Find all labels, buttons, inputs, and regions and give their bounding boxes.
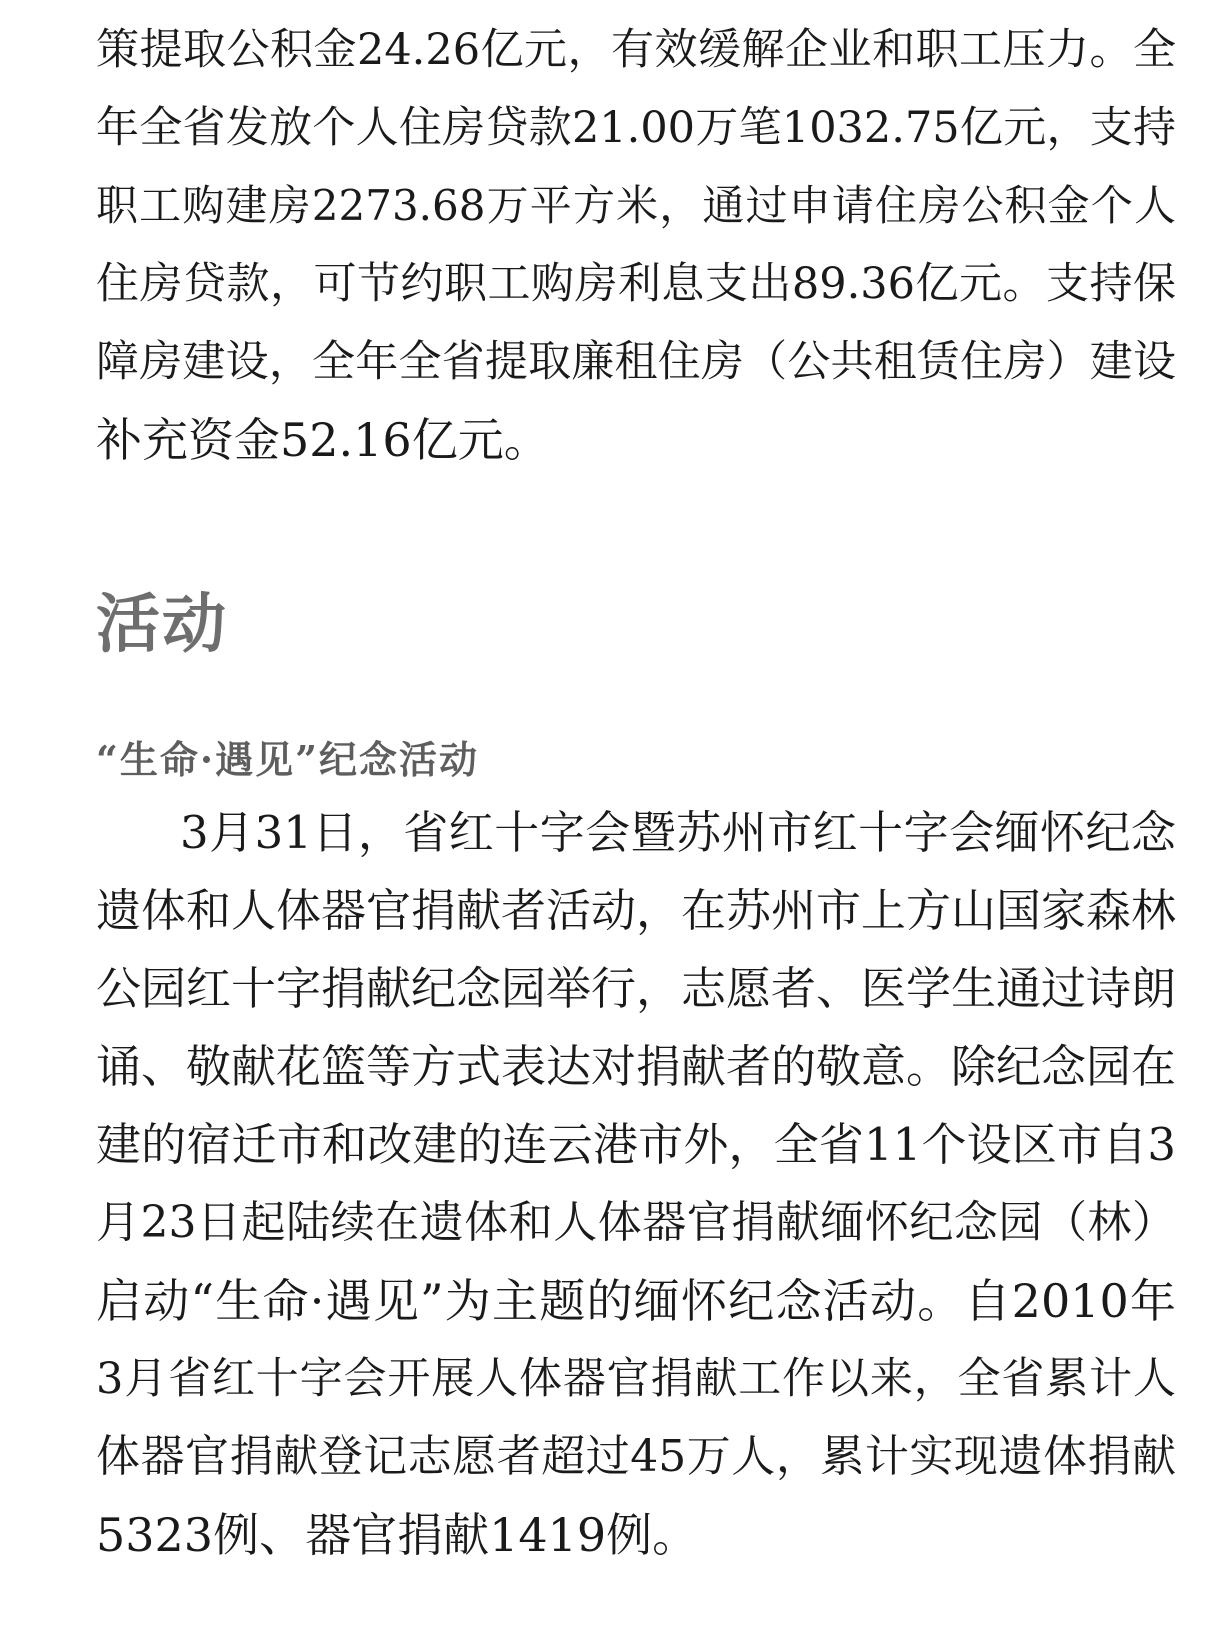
paragraph-line: 建的宿迁市和改建的连云港市外，全省11个设区市自3 <box>96 1118 1176 1171</box>
article-subheading: “生命·遇见”纪念活动 <box>96 737 479 782</box>
body-text-line: 职工购建房2273.68万平方米，通过申请住房公积金个人 <box>96 181 1176 230</box>
paragraph-line: 诵、敬献花篮等方式表达对捐献者的敬意。除纪念园在 <box>96 1040 1177 1093</box>
paragraph-line: 公园红十字捐献纪念园举行，志愿者、医学生通过诗朗 <box>96 962 1177 1015</box>
paragraph-line: 体器官捐献登记志愿者超过45万人，累计实现遗体捐献 <box>96 1431 1176 1482</box>
body-text-line: 策提取公积金24.26亿元，有效缓解企业和职工压力。全 <box>96 25 1176 75</box>
paragraph-line: 3月31日，省红十字会暨苏州市红十字会缅怀纪念 <box>180 806 1176 859</box>
paragraph-line: 5323例、器官捐献1419例。 <box>96 1508 699 1562</box>
paragraph-line: 启动“生命·遇见”为主题的缅怀纪念活动。自2010年 <box>96 1274 1176 1328</box>
paragraph-line: 遗体和人体器官捐献者活动，在苏州市上方山国家森林 <box>96 884 1177 937</box>
paragraph-line: 月23日起陆续在遗体和人体器官捐献缅怀纪念园（林） <box>96 1197 1176 1248</box>
paragraph-line: 3月省红十字会开展人体器官捐献工作以来，全省累计人 <box>96 1354 1176 1404</box>
section-heading: 活动 <box>96 588 228 662</box>
body-text-line: 补充资金52.16亿元。 <box>96 413 550 467</box>
body-text-line: 住房贷款，可节约职工购房利息支出89.36亿元。支持保 <box>96 259 1176 309</box>
body-text-line: 障房建设，全年全省提取廉租住房（公共租赁住房）建设 <box>96 337 1176 387</box>
body-text-line: 年全省发放个人住房贷款21.00万笔1032.75亿元，支持 <box>96 103 1176 153</box>
